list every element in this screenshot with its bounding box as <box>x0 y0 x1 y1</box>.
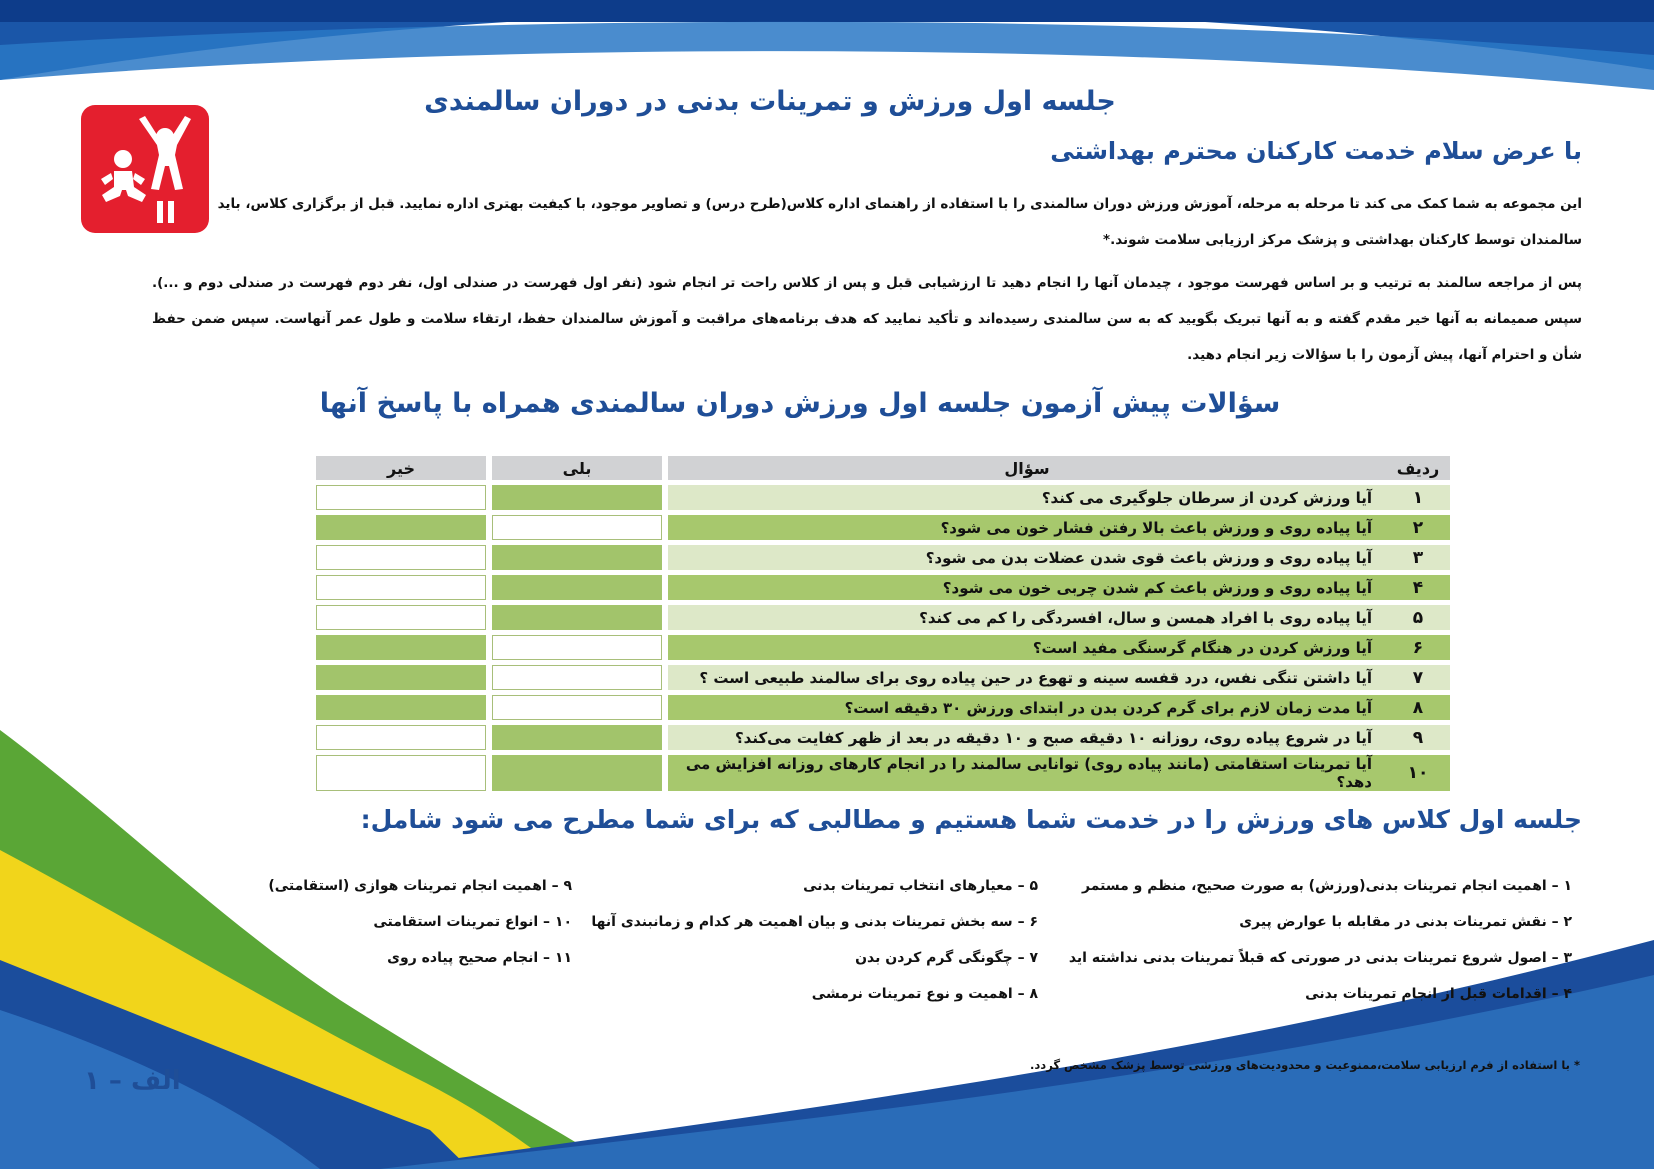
answer-no-cell[interactable] <box>316 575 486 600</box>
cell-gap <box>662 515 668 540</box>
question-text: آیا پیاده روی با افراد همسن و سال، افسردگی را کم می کند؟ <box>668 605 1386 630</box>
session-topics-title: جلسه اول کلاس های ورزش را در خدمت شما هستیم و مطالبی که برای شما مطرح می شود شامل: <box>360 805 1582 834</box>
page-number: الف – ۱ <box>84 1066 181 1096</box>
cell-gap <box>662 695 668 720</box>
question-text: آیا پیاده روی و ورزش باعث کم شدن چربی خون می شود؟ <box>668 575 1386 600</box>
cell-gap <box>662 635 668 660</box>
answer-yes-cell[interactable] <box>492 485 662 510</box>
answer-no-cell[interactable] <box>316 485 486 510</box>
answer-no-cell[interactable] <box>316 635 486 660</box>
topic-item: ۶ – سه بخش تمرینات بدنی و بیان اهمیت هر کدام و زمانبندی آنها <box>591 914 1038 930</box>
table-row <box>316 695 1450 720</box>
cell-gap <box>662 755 668 791</box>
row-number: ۱ <box>1386 485 1450 510</box>
row-number: ۲ <box>1386 515 1450 540</box>
question-text: آیا داشتن تنگی نفس، درد قفسه سینه و تهوع در حین پیاده روی برای سالمند طبیعی است ؟ <box>668 665 1386 690</box>
cell-gap <box>486 725 492 750</box>
answer-no-cell[interactable] <box>316 695 486 720</box>
page-title: جلسه اول ورزش و تمرینات بدنی در دوران سالمندی <box>424 86 1116 117</box>
header-question: سؤال <box>668 456 1386 480</box>
question-text: آیا ورزش کردن در هنگام گرسنگی مفید است؟ <box>668 635 1386 660</box>
cell-gap <box>662 605 668 630</box>
greeting-heading: با عرض سلام خدمت کارکنان محترم بهداشتی <box>1050 137 1582 165</box>
question-text: آیا تمرینات استقامتی (مانند پیاده روی) توانایی سالمند را در انجام کارهای روزانه افزایش می دهد؟ <box>668 755 1386 791</box>
cell-gap <box>662 575 668 600</box>
table-row <box>316 605 1450 630</box>
row-number: ۵ <box>1386 605 1450 630</box>
table-row <box>316 485 1450 510</box>
cell-gap <box>486 695 492 720</box>
cell-gap <box>662 725 668 750</box>
topic-item: ۱ – اهمیت انجام تمرینات بدنی(ورزش) به صورت صحیح، منظم و مستمر <box>1082 878 1572 894</box>
question-text: آیا پیاده روی و ورزش باعث بالا رفتن فشار خون می شود؟ <box>668 515 1386 540</box>
table-row <box>316 725 1450 750</box>
question-text: آیا در شروع پیاده روی، روزانه ۱۰ دقیقه صبح و ۱۰ دقیقه در بعد از ظهر کفایت می‌کند؟ <box>668 725 1386 750</box>
table-body <box>316 485 1450 791</box>
topic-item: ۷ – چگونگی گرم کردن بدن <box>855 950 1038 966</box>
row-number: ۳ <box>1386 545 1450 570</box>
answer-yes-cell[interactable] <box>492 575 662 600</box>
row-number: ۸ <box>1386 695 1450 720</box>
table-row <box>316 515 1450 540</box>
footnote: * با استفاده از فرم ارزیابی سلامت،ممنوعیت و محدودیت‌های ورزشی توسط پزشک مشخص گردد. <box>1030 1058 1580 1072</box>
table-row <box>316 575 1450 600</box>
topic-item: ۹ – اهمیت انجام تمرینات هوازی (استقامتی) <box>268 878 572 894</box>
topic-item: ۳ – اصول شروع تمرینات بدنی در صورتی که قبلاً تمرینات بدنی نداشته اید <box>1068 950 1572 966</box>
answer-yes-cell[interactable] <box>492 635 662 660</box>
quiz-title: سؤالات پیش آزمون جلسه اول ورزش دوران سالمندی همراه با پاسخ آنها <box>319 388 1281 419</box>
answer-no-cell[interactable] <box>316 665 486 690</box>
topics-column-3 <box>268 868 572 976</box>
cell-gap <box>486 605 492 630</box>
answer-yes-cell[interactable] <box>492 725 662 750</box>
answer-no-cell[interactable] <box>316 515 486 540</box>
cell-gap <box>662 485 668 510</box>
cell-gap <box>662 665 668 690</box>
header-num: ردیف <box>1386 456 1450 480</box>
answer-no-cell[interactable] <box>316 545 486 570</box>
topics-column-1 <box>1069 868 1572 1012</box>
cell-gap <box>486 515 492 540</box>
table-row <box>316 545 1450 570</box>
cell-gap <box>486 545 492 570</box>
cell-gap <box>662 545 668 570</box>
row-number: ۶ <box>1386 635 1450 660</box>
table-row <box>316 665 1450 690</box>
topic-item: ۸ – اهمیت و نوع تمرینات نرمشی <box>811 986 1038 1002</box>
topic-item: ۱۰ – انواع تمرینات استقامتی <box>373 914 572 930</box>
topic-item: ۲ – نقش تمرینات بدنی در مقابله با عوارض پیری <box>1239 914 1572 930</box>
answer-yes-cell[interactable] <box>492 755 662 791</box>
intro-paragraph-1: این مجموعه به شما کمک می کند تا مرحله به مرحله، آموزش ورزش دوران سالمندی را با استفاده از راهنمای اداره کلاس(طرح درس) و تصاویر موجود، با کیفیت بهتری اداره نمایید. قبل از برگزاری کلاس، باید سالمندان توسط کارکنان بهداشتی و پزشک مرکز ارزیابی سلامت شوند.* <box>217 196 1582 248</box>
row-number: ۴ <box>1386 575 1450 600</box>
table-row <box>316 635 1450 660</box>
cell-gap <box>486 485 492 510</box>
answer-yes-cell[interactable] <box>492 605 662 630</box>
answer-yes-cell[interactable] <box>492 545 662 570</box>
answer-yes-cell[interactable] <box>492 515 662 540</box>
pretest-table <box>316 451 1450 796</box>
intro-paragraph-2: پس از مراجعه سالمند به ترتیب و بر اساس فهرست موجود ، چیدمان آنها را انجام دهید تا ارزشیابی قبل و پس از کلاس راحت تر انجام شود (نفر اول فهرست در صندلی اول، نفر دوم فهرست در صندلی دوم و ...). سپس صمیمانه به آنها خیر مقدم گفته و به آنها تبریک بگویید که به سن سالمندی رسیده‌اند و تأکید نمایید که هدف برنامه‌های مراقبت و آموزش سالمندان حفظ، ارتقاء سلامت و طول عمر آنهاست. سپس ضمن حفظ شأن و احترام آنها، پیش آزمون را با سؤالات زیر انجام دهید. <box>152 275 1582 363</box>
row-number: ۷ <box>1386 665 1450 690</box>
header-no: خیر <box>316 456 486 480</box>
table-header-row <box>316 456 1450 480</box>
topic-item: ۱۱ – انجام صحیح پیاده روی <box>387 950 572 966</box>
row-number: ۹ <box>1386 725 1450 750</box>
cell-gap <box>486 635 492 660</box>
table-row <box>316 755 1450 791</box>
question-text: آیا پیاده روی و ورزش باعث قوی شدن عضلات بدن می شود؟ <box>668 545 1386 570</box>
row-number: ۱۰ <box>1386 755 1450 791</box>
cell-gap <box>486 755 492 791</box>
question-text: آیا مدت زمان لازم برای گرم کردن بدن در ابتدای ورزش ۳۰ دقیقه است؟ <box>668 695 1386 720</box>
topics-column-2 <box>591 868 1038 1012</box>
answer-yes-cell[interactable] <box>492 665 662 690</box>
cell-gap <box>486 575 492 600</box>
topic-item: ۵ – معیارهای انتخاب تمرینات بدنی <box>803 878 1038 894</box>
answer-yes-cell[interactable] <box>492 695 662 720</box>
answer-no-cell[interactable] <box>316 725 486 750</box>
question-text: آیا ورزش کردن از سرطان جلوگیری می کند؟ <box>668 485 1386 510</box>
topic-item: ۴ – اقدامات قبل از انجام تمرینات بدنی <box>1305 986 1572 1002</box>
answer-no-cell[interactable] <box>316 605 486 630</box>
cell-gap <box>486 665 492 690</box>
header-yes: بلی <box>492 456 662 480</box>
answer-no-cell[interactable] <box>316 755 486 791</box>
